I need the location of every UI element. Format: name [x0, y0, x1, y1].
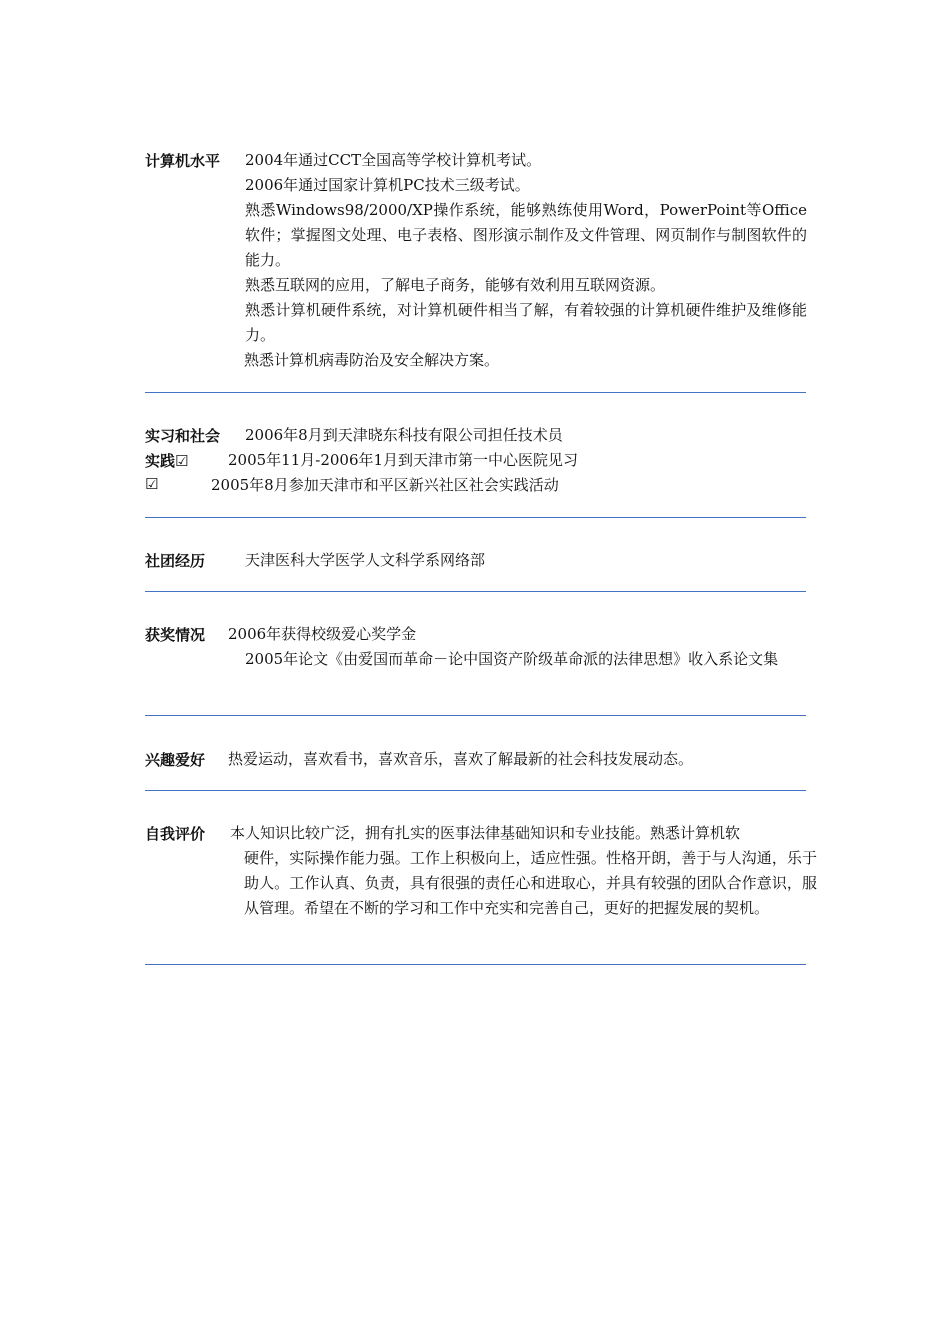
computer-item-1: 2004年通过CCT全国高等学校计算机考试。: [245, 151, 542, 169]
computer-item-4: 熟悉互联网的应用，了解电子商务，能够有效利用互联网资源。: [245, 276, 666, 294]
award-item-2: 2005年论文《由爱国而革命－论中国资产阶级革命派的法律思想》收入系论文集: [245, 650, 779, 668]
divider-4: [145, 715, 806, 716]
self-eval-label: 自我评价: [145, 825, 206, 843]
computer-item-5: 熟悉计算机硬件系统，对计算机硬件相当了解，有着较强的计算机硬件维护及维修能力。: [245, 301, 807, 344]
practice-item-3: 2005年8月参加天津市和平区新兴社区社会实践活动: [211, 476, 559, 494]
computer-label: 计算机水平: [145, 152, 221, 170]
checkbox-icon: ☑: [175, 452, 189, 470]
club-item-1: 天津医科大学医学人文科学系网络部: [245, 551, 486, 569]
awards-label: 获奖情况: [145, 626, 206, 644]
divider-1: [145, 392, 806, 393]
divider-3: [145, 591, 806, 592]
practice-label-line1: 实习和社会: [145, 427, 221, 445]
checkbox-icon: ☑: [145, 475, 159, 493]
divider-2: [145, 517, 806, 518]
computer-item-3: 熟悉Windows98/2000/XP操作系统，能够熟练使用Word，PowerPoint等Office软件；掌握图文处理、电子表格、图形演示制作及文件管理、网页制作与制图软件的能力。: [245, 201, 807, 269]
practice-label-text: 实践: [145, 452, 176, 470]
self-eval-line1: 本人知识比较广泛，拥有扎实的医事法律基础知识和专业技能。熟悉计算机软: [230, 824, 741, 842]
divider-5: [145, 790, 806, 791]
practice-item-1: 2006年8月到天津晓东科技有限公司担任技术员: [245, 426, 563, 444]
practice-label-line2: [145, 450, 188, 471]
club-label: 社团经历: [145, 552, 206, 570]
computer-item-2: 2006年通过国家计算机PC技术三级考试。: [245, 176, 530, 194]
practice-item-2: 2005年11月-2006年1月到天津市第一中心医院见习: [228, 451, 579, 469]
hobbies-text: 热爱运动，喜欢看书，喜欢音乐，喜欢了解最新的社会科技发展动态。: [228, 750, 694, 768]
self-eval-rest: 硬件，实际操作能力强。工作上积极向上，适应性强。性格开朗，善于与人沟通，乐于助人。工作认真、负责，具有很强的责任心和进取心，并具有较强的团队合作意识，服从管理。希望在不断的学习和工作中充实和完善自己，更好的把握发展的契机。: [244, 849, 817, 917]
divider-6: [145, 964, 806, 965]
hobbies-label: 兴趣爱好: [145, 751, 206, 769]
award-item-1: 2006年获得校级爱心奖学金: [228, 625, 417, 643]
computer-item-6: 熟悉计算机病毒防治及安全解决方案。: [244, 351, 500, 369]
